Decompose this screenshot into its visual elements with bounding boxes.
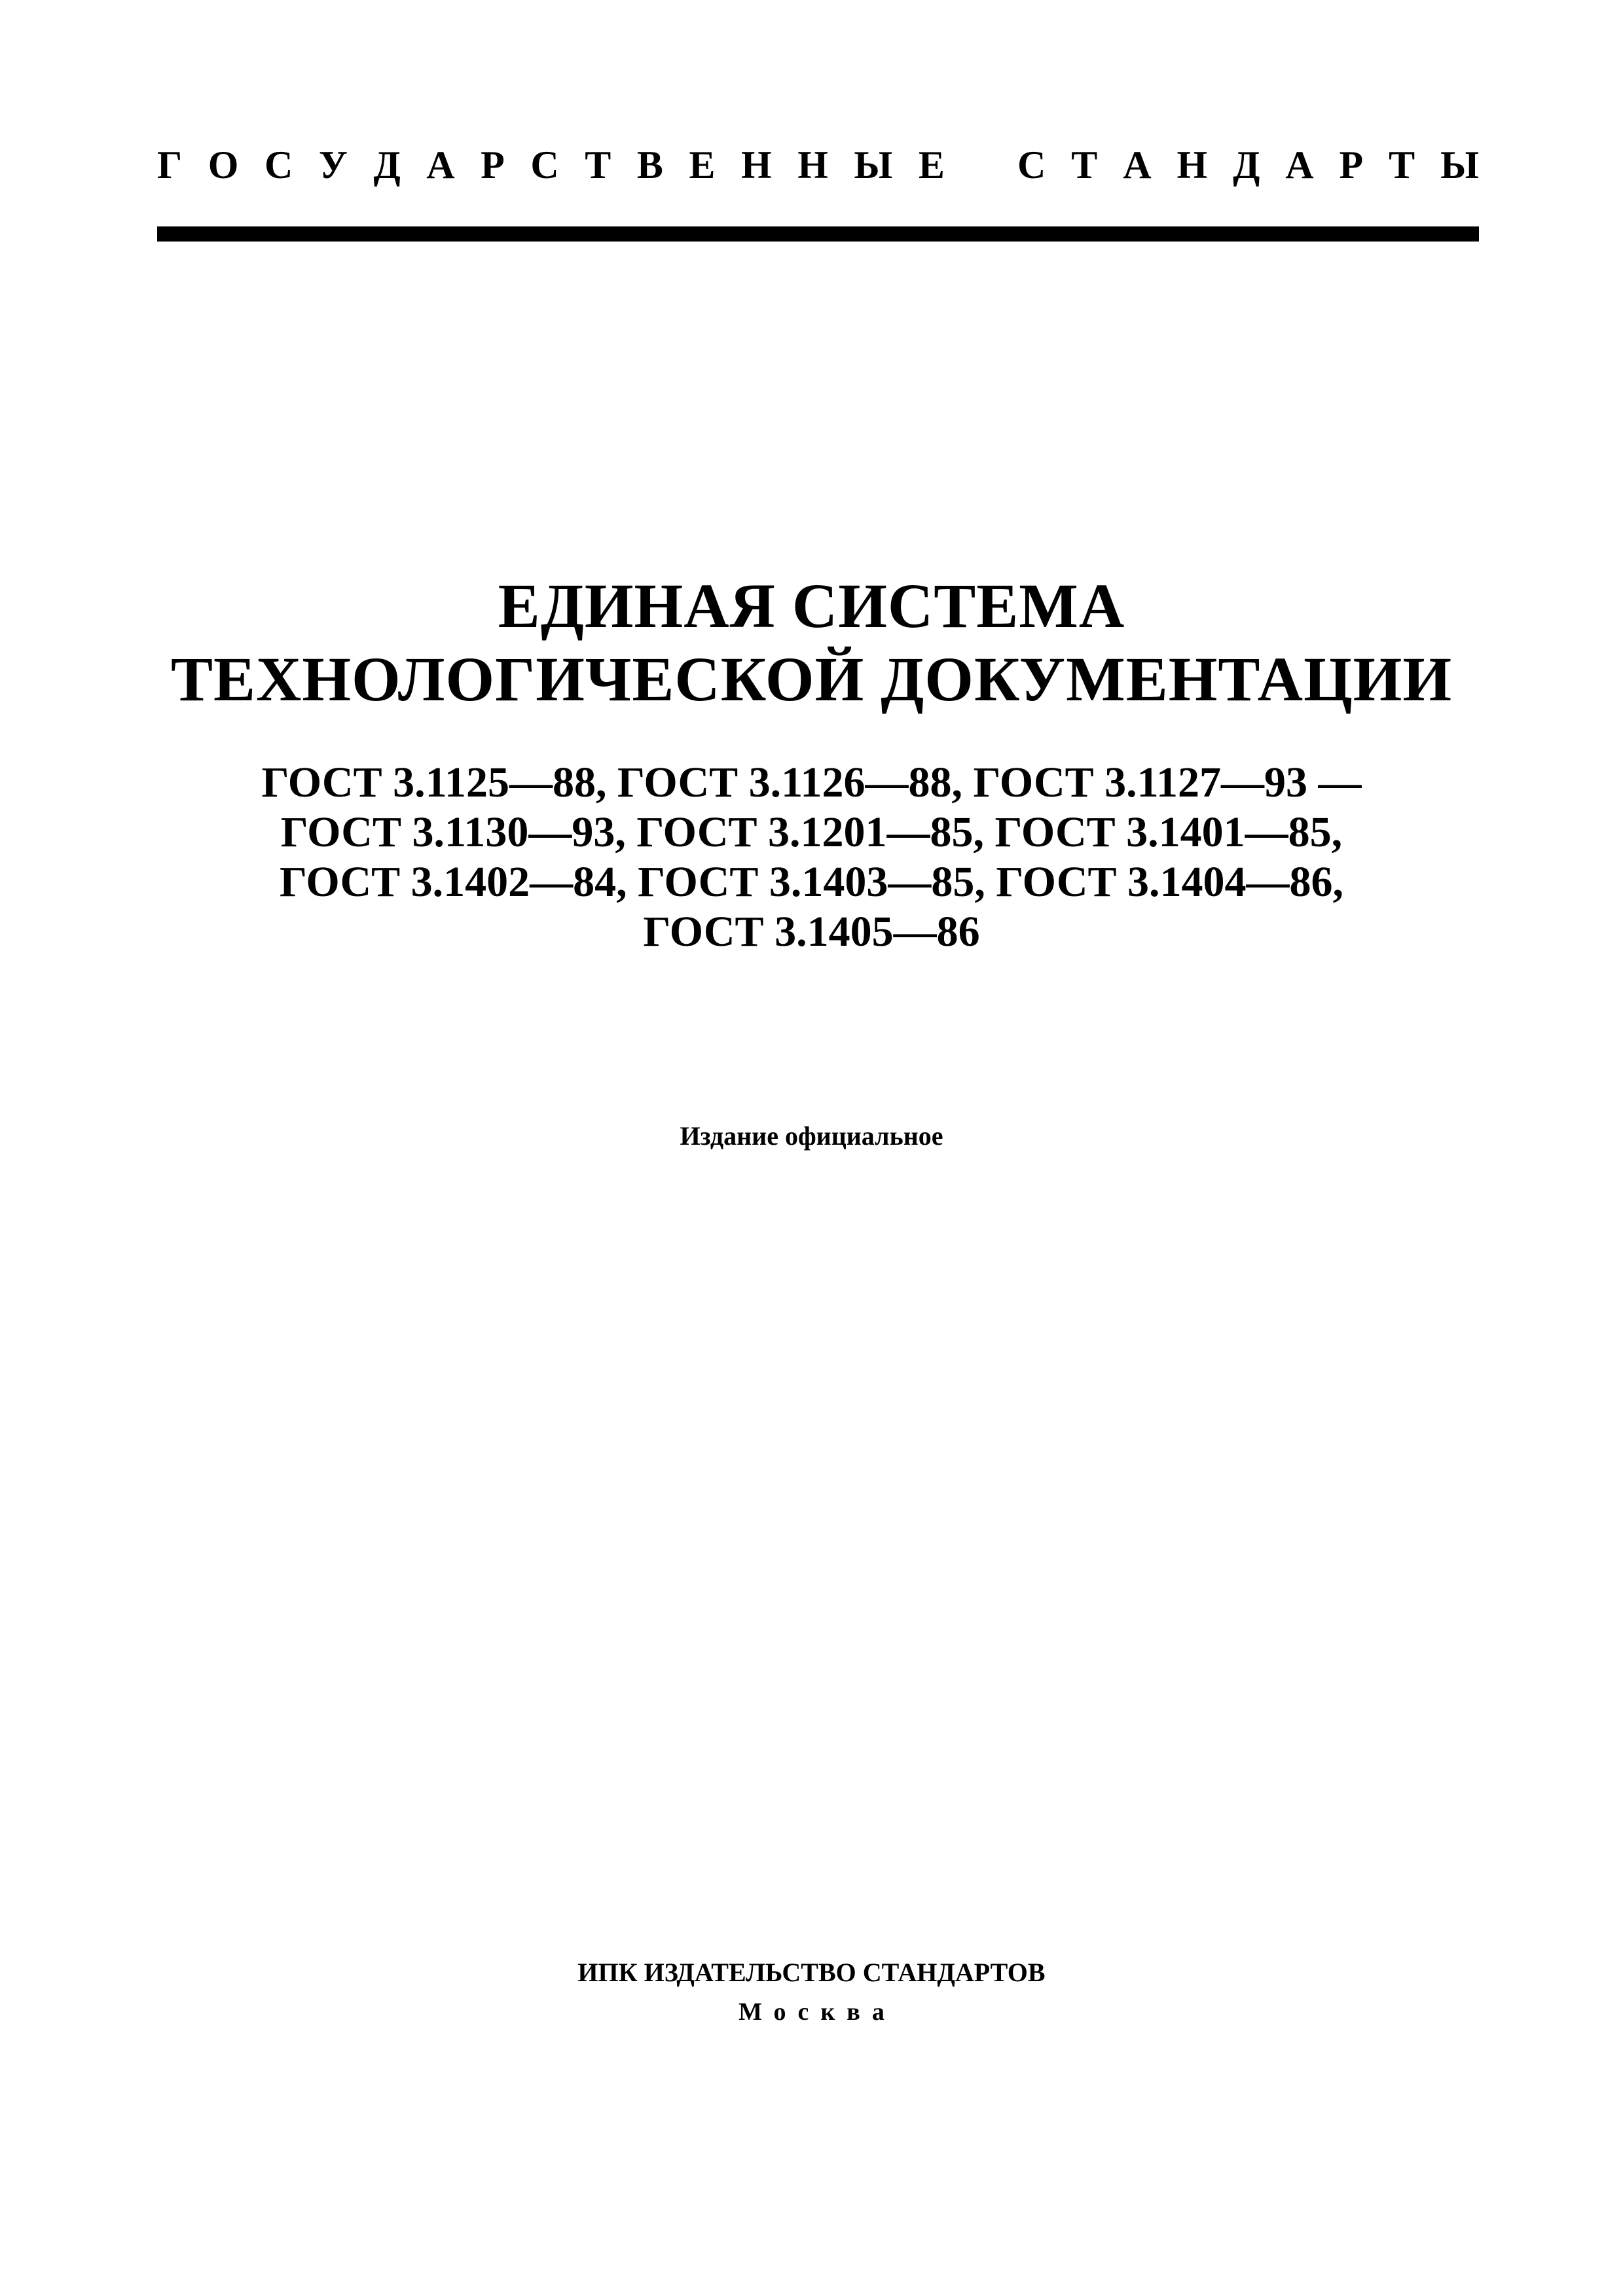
series-word-standards <box>1017 145 1479 185</box>
series-letter: Т <box>1389 143 1415 187</box>
series-letter: Д <box>1233 143 1260 187</box>
title-line-2: ТЕХНОЛОГИЧЕСКОЙ ДОКУМЕНТАЦИИ <box>170 644 1453 714</box>
standards-line-2: ГОСТ 3.1130—93, ГОСТ 3.1201—85, ГОСТ 3.1401—85, <box>280 808 1343 856</box>
series-letter: Н <box>797 143 828 187</box>
title-line-1: ЕДИНАЯ СИСТЕМА <box>498 571 1125 641</box>
series-letter: Е <box>918 143 945 187</box>
series-letter: А <box>1285 143 1314 187</box>
series-letter: А <box>1123 143 1152 187</box>
series-header <box>157 145 1479 185</box>
series-letter: Е <box>689 143 716 187</box>
series-letter: У <box>318 143 348 187</box>
series-letter: В <box>636 143 663 187</box>
series-letter: Т <box>585 143 611 187</box>
series-letter: Ы <box>1440 143 1479 187</box>
series-letter: Н <box>740 143 772 187</box>
series-letter: Р <box>1339 143 1364 187</box>
publisher-name: ИПК ИЗДАТЕЛЬСТВО СТАНДАРТОВ <box>577 1958 1046 1987</box>
standards-line-3: ГОСТ 3.1402—84, ГОСТ 3.1403—85, ГОСТ 3.1404—86, <box>279 858 1344 906</box>
series-letter: Ы <box>854 143 893 187</box>
series-letter: Г <box>157 143 183 187</box>
series-letter: С <box>530 143 559 187</box>
standards-list <box>0 758 1623 957</box>
edition-note: Издание официальное <box>680 1121 943 1151</box>
series-letter: Р <box>481 143 505 187</box>
series-letter: С <box>1017 143 1046 187</box>
series-letter: О <box>208 143 239 187</box>
series-letter: Д <box>373 143 401 187</box>
series-letter: Н <box>1176 143 1208 187</box>
standards-line-4: ГОСТ 3.1405—86 <box>643 908 980 956</box>
publisher-city: Москва <box>739 1998 896 2026</box>
document-title <box>0 569 1623 716</box>
header-rule <box>157 226 1479 242</box>
standards-line-1: ГОСТ 3.1125—88, ГОСТ 3.1126—88, ГОСТ 3.1127—93 — <box>261 759 1362 806</box>
series-letter: А <box>426 143 455 187</box>
series-word-state <box>157 145 945 185</box>
series-letter: С <box>264 143 293 187</box>
series-letter: Т <box>1071 143 1098 187</box>
